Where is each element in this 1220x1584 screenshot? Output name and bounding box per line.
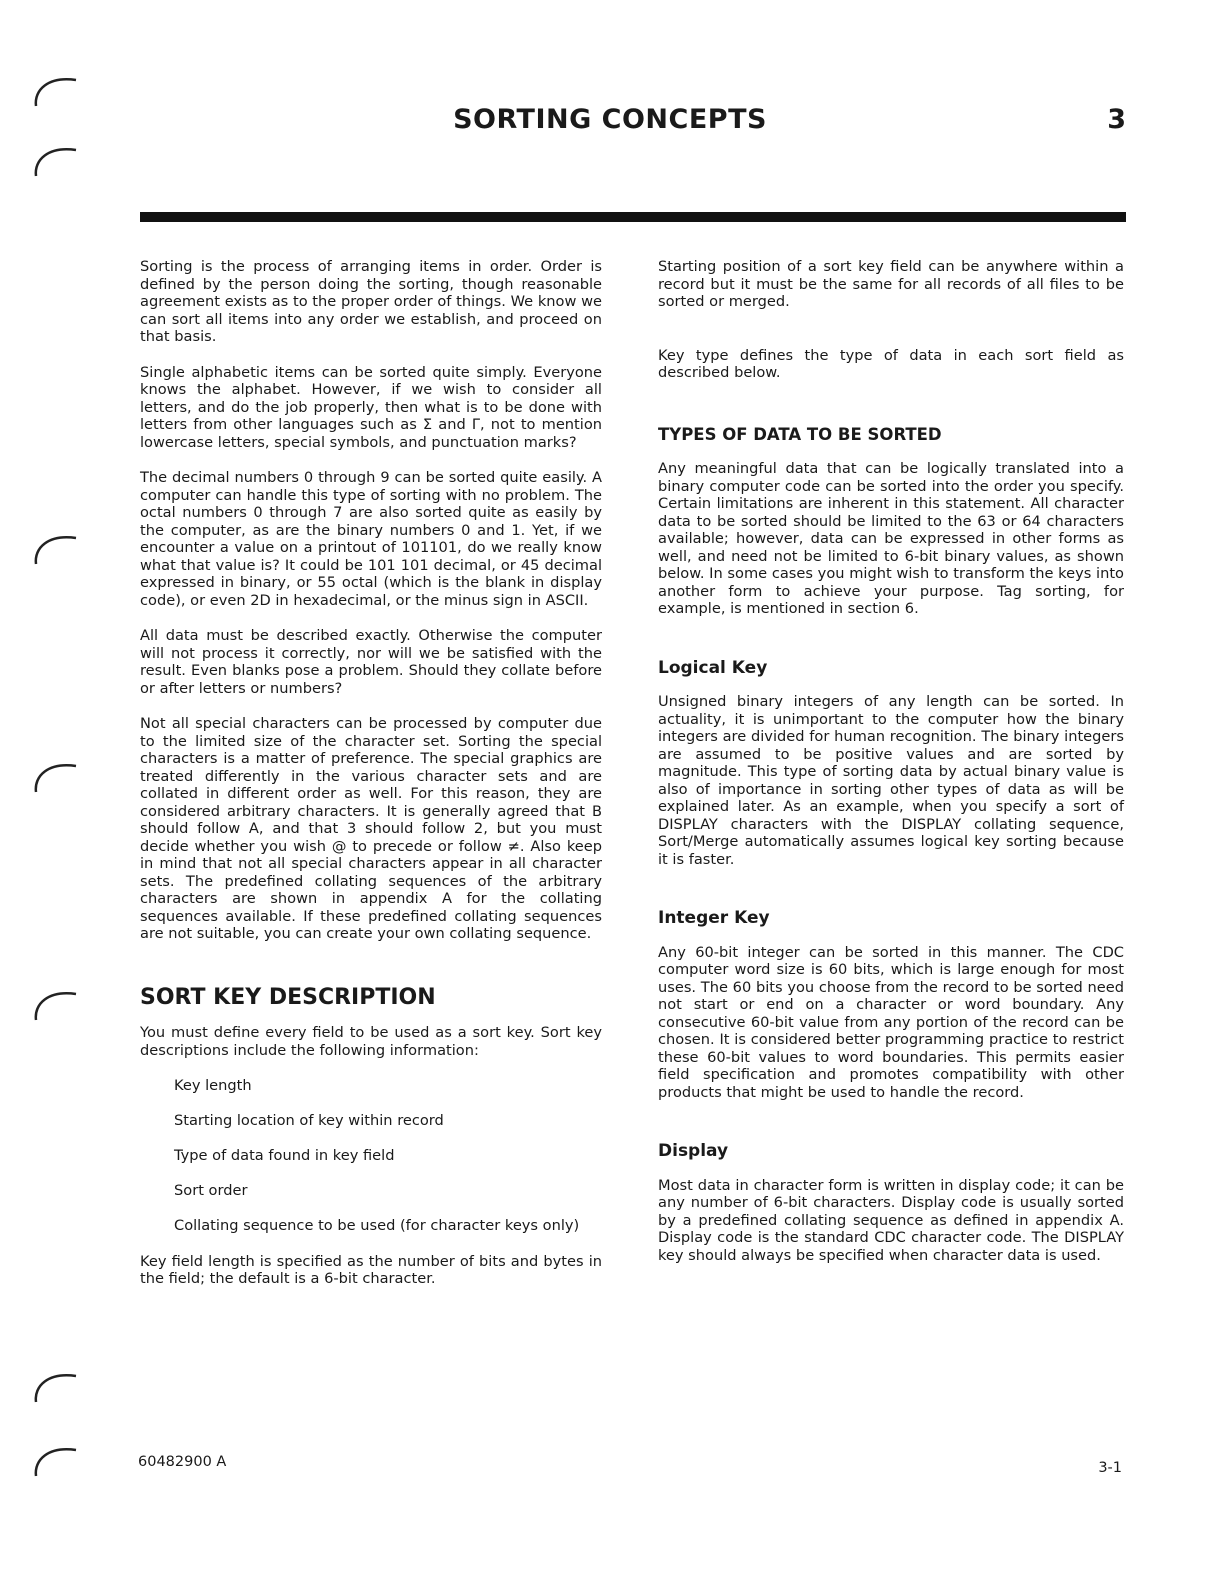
list-item: Sort order [174, 1182, 248, 1199]
list-item: Type of data found in key field [174, 1147, 395, 1164]
list-item: Collating sequence to be used (for character keys only) [174, 1217, 580, 1234]
left-column [140, 258, 602, 1306]
page-number: 3-1 [1098, 1460, 1122, 1476]
subheading-display: Display [658, 1141, 729, 1161]
binder-hole-icon [30, 756, 80, 796]
paragraph: You must define every field to be used as a sort key. Sort key descriptions include the following information: [140, 1024, 602, 1059]
paragraph: Sorting is the process of arranging items in order. Order is defined by the person doing the sorting, though reasonable agreement exists as to the proper order of things. We know we can sort all items into any order we establish, and proceed on that basis. [140, 258, 602, 345]
paragraph: The decimal numbers 0 through 9 can be sorted quite easily. A computer can handle this type of sorting with no problem. The octal numbers 0 through 7 are also sorted quite as easily by the computer, as are the binary numbers 0 and 1. Yet, if we encounter a value on a printout of 101101, do we really know what that value is? It could be 101 101 decimal, or 45 decimal expressed in binary, or 55 octal (which is the blank in display code), or even 2D in hexadecimal, or the minus sign in ASCII. [140, 469, 602, 609]
binder-hole-icon [30, 140, 80, 180]
section-heading-sort-key: SORT KEY DESCRIPTION [140, 984, 436, 1010]
paragraph: Any 60-bit integer can be sorted in this manner. The CDC computer word size is 60 bits, which is large enough for most uses. The 60 bits you choose from the record to be sorted need not start or end on a character or word boundary. Any consecutive 60-bit value from any portion of the record can be chosen. It is considered better programming practice to restrict these 60-bit values to word boundaries. This permits easier field specification and promotes compatibility with other products that might be used to handle the record. [658, 943, 1124, 1101]
list-item: Starting location of key within record [174, 1112, 444, 1129]
paragraph: Most data in character form is written in display code; it can be any number of 6-bit characters. Display code is usually sorted by a predefined collating sequence as defined in appendix A. Display code is the standard CDC character code. The DISPLAY key should always be specified when character data is used. [658, 1176, 1124, 1264]
header-rule [140, 212, 1126, 222]
binder-hole-icon [30, 1366, 80, 1406]
page-title: SORTING CONCEPTS [453, 104, 767, 135]
sort-key-list [140, 1077, 602, 1235]
paragraph: Single alphabetic items can be sorted quite simply. Everyone knows the alphabet. However, if we wish to consider all letters, and do the job properly, then what is to be done with letters from other languages such as Σ and Γ, not to mention lowercase letters, special symbols, and punctuation marks? [140, 363, 602, 451]
binder-hole-icon [30, 528, 80, 568]
binder-hole-icon [30, 984, 80, 1024]
paragraph: Unsigned binary integers of any length can be sorted. In actuality, it is unimportant to the computer how the binary integers are divided for human recognition. The binary integers are assumed to be positive values and are sorted by magnitude. This type of sorting data by actual binary value is also of importance in sorting other types of data as will be explained later. As an example, when you specify a sort of DISPLAY characters with the DISPLAY collating sequence, Sort/Merge automatically assumes logical key sorting because it is faster. [658, 693, 1124, 868]
list-item: Key length [174, 1077, 252, 1094]
paragraph: Not all special characters can be processed by computer due to the limited size of the character set. Sorting the special characters is a matter of preference. The special graphics are treated differently in the various character sets and are collated in different order as well. For this reason, they are considered arbitrary characters. It is generally agreed that B should follow A, and that 3 should follow 2, but you must decide whether you wish @ to precede or follow ≠. Also keep in mind that not all special characters appear in all character sets. The predefined collating sequences of the arbitrary characters are shown in appendix A for the collating sequences available. If these predefined collating sequences are not suitable, you can create your own collating sequence. [140, 715, 602, 942]
paragraph: All data must be described exactly. Otherwise the computer will not process it correctly, nor will we be satisfied with the result. Even blanks pose a problem. Should they collate before or after letters or numbers? [140, 627, 602, 697]
subheading-logical-key: Logical Key [658, 657, 768, 678]
document-number: 60482900 A [138, 1454, 227, 1470]
paragraph: Any meaningful data that can be logically translated into a binary computer code can be sorted into the order you specify. Certain limitations are inherent in this statement. All character data to be sorted should be limited to the 63 or 64 characters available; however, data can be expressed in other forms as well, and need not be limited to 6-bit binary values, as shown below. In some cases you might wish to transform the keys into another form to achieve your purpose. Tag sorting, for example, is mentioned in section 6. [658, 460, 1124, 617]
chapter-number: 3 [1107, 104, 1126, 135]
paragraph: Key type defines the type of data in each sort field as described below. [658, 346, 1124, 381]
right-column [658, 258, 1124, 1284]
subheading-integer-key: Integer Key [658, 908, 770, 928]
paragraph: Starting position of a sort key field can be anywhere within a record but it must be the same for all records of all files to be sorted or merged. [658, 258, 1124, 310]
section-heading-types: TYPES OF DATA TO BE SORTED [658, 424, 942, 444]
paragraph: Key field length is specified as the number of bits and bytes in the field; the default is a 6-bit character. [140, 1252, 602, 1287]
binder-hole-icon [30, 1440, 80, 1480]
